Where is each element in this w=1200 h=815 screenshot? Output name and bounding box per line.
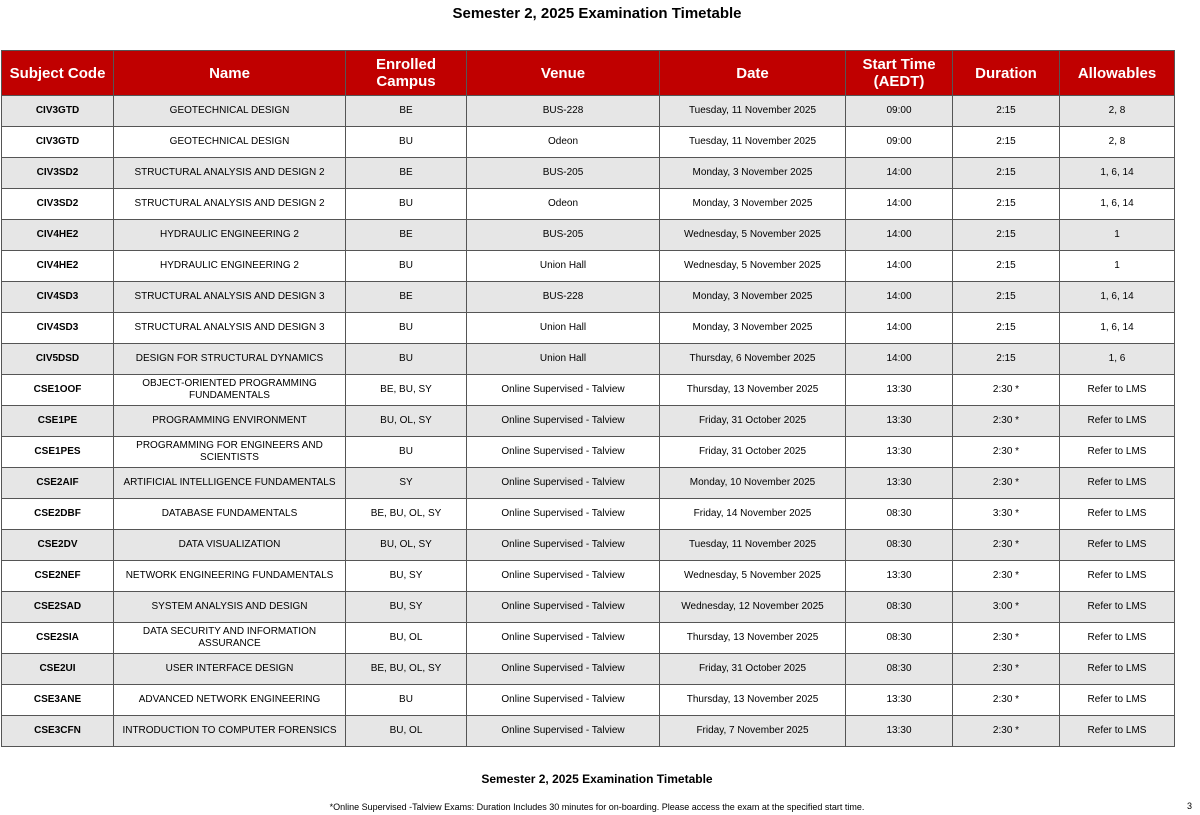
cell-duration: 2:30 * [953, 623, 1060, 654]
table-body [2, 96, 1175, 747]
cell-allowables: Refer to LMS [1060, 623, 1175, 654]
cell-venue: Online Supervised - Talview [467, 406, 660, 437]
cell-duration: 3:30 * [953, 499, 1060, 530]
cell-allowables: 1, 6, 14 [1060, 189, 1175, 220]
cell-enrolled-campus: BU [346, 437, 467, 468]
cell-date: Tuesday, 11 November 2025 [660, 127, 846, 158]
cell-allowables: Refer to LMS [1060, 375, 1175, 406]
cell-subject-code: CIV5DSD [2, 344, 114, 375]
cell-subject-code: CSE2DV [2, 530, 114, 561]
cell-name: STRUCTURAL ANALYSIS AND DESIGN 2 [114, 189, 346, 220]
cell-allowables: Refer to LMS [1060, 406, 1175, 437]
cell-venue: Online Supervised - Talview [467, 468, 660, 499]
cell-start-time: 14:00 [846, 158, 953, 189]
cell-venue: Odeon [467, 189, 660, 220]
cell-name: DESIGN FOR STRUCTURAL DYNAMICS [114, 344, 346, 375]
cell-venue: Online Supervised - Talview [467, 561, 660, 592]
cell-name: INTRODUCTION TO COMPUTER FORENSICS [114, 716, 346, 747]
cell-name: GEOTECHNICAL DESIGN [114, 96, 346, 127]
cell-enrolled-campus: BU [346, 685, 467, 716]
cell-enrolled-campus: BE [346, 220, 467, 251]
cell-date: Friday, 31 October 2025 [660, 406, 846, 437]
cell-subject-code: CSE1OOF [2, 375, 114, 406]
cell-subject-code: CIV3GTD [2, 96, 114, 127]
table-row [2, 437, 1175, 468]
cell-allowables: 2, 8 [1060, 127, 1175, 158]
cell-duration: 3:00 * [953, 592, 1060, 623]
cell-date: Tuesday, 11 November 2025 [660, 96, 846, 127]
cell-name: ADVANCED NETWORK ENGINEERING [114, 685, 346, 716]
cell-subject-code: CSE2NEF [2, 561, 114, 592]
header-allowables: Allowables [1060, 51, 1175, 96]
table-row [2, 716, 1175, 747]
table-row [2, 406, 1175, 437]
cell-enrolled-campus: BU [346, 189, 467, 220]
cell-subject-code: CIV4HE2 [2, 220, 114, 251]
cell-enrolled-campus: BE, BU, OL, SY [346, 499, 467, 530]
cell-date: Monday, 3 November 2025 [660, 189, 846, 220]
cell-enrolled-campus: BE [346, 282, 467, 313]
cell-name: STRUCTURAL ANALYSIS AND DESIGN 3 [114, 313, 346, 344]
cell-allowables: Refer to LMS [1060, 530, 1175, 561]
cell-enrolled-campus: BU, OL [346, 716, 467, 747]
cell-subject-code: CSE1PES [2, 437, 114, 468]
table-row [2, 499, 1175, 530]
header-subject-code: Subject Code [2, 51, 114, 96]
cell-start-time: 14:00 [846, 282, 953, 313]
cell-enrolled-campus: BU, OL, SY [346, 530, 467, 561]
table-header-row [2, 51, 1175, 96]
cell-venue: Union Hall [467, 251, 660, 282]
cell-name: USER INTERFACE DESIGN [114, 654, 346, 685]
cell-venue: Union Hall [467, 313, 660, 344]
table-row [2, 344, 1175, 375]
table-row [2, 530, 1175, 561]
cell-venue: Odeon [467, 127, 660, 158]
table-row [2, 313, 1175, 344]
cell-name: GEOTECHNICAL DESIGN [114, 127, 346, 158]
cell-date: Wednesday, 5 November 2025 [660, 220, 846, 251]
cell-allowables: Refer to LMS [1060, 561, 1175, 592]
cell-date: Friday, 14 November 2025 [660, 499, 846, 530]
cell-venue: Online Supervised - Talview [467, 530, 660, 561]
cell-allowables: 1, 6, 14 [1060, 313, 1175, 344]
cell-start-time: 13:30 [846, 406, 953, 437]
cell-name: SYSTEM ANALYSIS AND DESIGN [114, 592, 346, 623]
cell-date: Wednesday, 5 November 2025 [660, 561, 846, 592]
cell-subject-code: CIV3SD2 [2, 158, 114, 189]
cell-date: Friday, 31 October 2025 [660, 437, 846, 468]
cell-allowables: Refer to LMS [1060, 716, 1175, 747]
cell-date: Monday, 3 November 2025 [660, 313, 846, 344]
cell-name: NETWORK ENGINEERING FUNDAMENTALS [114, 561, 346, 592]
cell-duration: 2:15 [953, 158, 1060, 189]
cell-allowables: Refer to LMS [1060, 654, 1175, 685]
cell-duration: 2:15 [953, 344, 1060, 375]
cell-duration: 2:30 * [953, 685, 1060, 716]
cell-start-time: 14:00 [846, 251, 953, 282]
cell-enrolled-campus: BE, BU, OL, SY [346, 654, 467, 685]
cell-date: Thursday, 13 November 2025 [660, 375, 846, 406]
cell-venue: Online Supervised - Talview [467, 685, 660, 716]
cell-date: Monday, 3 November 2025 [660, 158, 846, 189]
table-row [2, 96, 1175, 127]
footnote: *Online Supervised -Talview Exams: Duration Includes 30 minutes for on-boarding. Please access the exam at the specified start time. [329, 802, 865, 812]
cell-duration: 2:30 * [953, 468, 1060, 499]
cell-enrolled-campus: SY [346, 468, 467, 499]
cell-start-time: 08:30 [846, 530, 953, 561]
cell-venue: Online Supervised - Talview [467, 654, 660, 685]
header-date: Date [660, 51, 846, 96]
cell-subject-code: CSE2UI [2, 654, 114, 685]
cell-date: Monday, 10 November 2025 [660, 468, 846, 499]
cell-start-time: 13:30 [846, 685, 953, 716]
cell-name: HYDRAULIC ENGINEERING 2 [114, 251, 346, 282]
cell-allowables: 2, 8 [1060, 96, 1175, 127]
cell-subject-code: CIV3SD2 [2, 189, 114, 220]
cell-venue: Online Supervised - Talview [467, 499, 660, 530]
cell-date: Wednesday, 5 November 2025 [660, 251, 846, 282]
cell-start-time: 13:30 [846, 716, 953, 747]
cell-name: STRUCTURAL ANALYSIS AND DESIGN 2 [114, 158, 346, 189]
cell-venue: Online Supervised - Talview [467, 623, 660, 654]
cell-date: Thursday, 13 November 2025 [660, 685, 846, 716]
table-row [2, 282, 1175, 313]
cell-allowables: 1, 6, 14 [1060, 158, 1175, 189]
cell-venue: Union Hall [467, 344, 660, 375]
cell-subject-code: CSE2SAD [2, 592, 114, 623]
cell-name: DATA VISUALIZATION [114, 530, 346, 561]
table-row [2, 158, 1175, 189]
page-title: Semester 2, 2025 Examination Timetable [452, 5, 742, 22]
cell-date: Thursday, 6 November 2025 [660, 344, 846, 375]
cell-enrolled-campus: BE [346, 158, 467, 189]
cell-name: HYDRAULIC ENGINEERING 2 [114, 220, 346, 251]
cell-allowables: 1 [1060, 251, 1175, 282]
cell-enrolled-campus: BU [346, 344, 467, 375]
table-row [2, 127, 1175, 158]
cell-enrolled-campus: BU [346, 251, 467, 282]
table-row [2, 375, 1175, 406]
exam-timetable [1, 50, 1175, 747]
cell-duration: 2:15 [953, 96, 1060, 127]
cell-subject-code: CSE1PE [2, 406, 114, 437]
cell-subject-code: CSE2DBF [2, 499, 114, 530]
cell-venue: Online Supervised - Talview [467, 592, 660, 623]
cell-enrolled-campus: BU, OL [346, 623, 467, 654]
cell-allowables: 1, 6 [1060, 344, 1175, 375]
cell-start-time: 09:00 [846, 127, 953, 158]
cell-start-time: 13:30 [846, 437, 953, 468]
cell-allowables: 1, 6, 14 [1060, 282, 1175, 313]
cell-start-time: 08:30 [846, 623, 953, 654]
cell-duration: 2:30 * [953, 530, 1060, 561]
header-enrolled-campus: Enrolled Campus [346, 51, 467, 96]
cell-subject-code: CIV4SD3 [2, 313, 114, 344]
cell-venue: Online Supervised - Talview [467, 437, 660, 468]
cell-name: PROGRAMMING ENVIRONMENT [114, 406, 346, 437]
cell-duration: 2:15 [953, 251, 1060, 282]
cell-enrolled-campus: BU, SY [346, 592, 467, 623]
table-row [2, 220, 1175, 251]
cell-duration: 2:15 [953, 127, 1060, 158]
cell-duration: 2:30 * [953, 716, 1060, 747]
cell-start-time: 13:30 [846, 561, 953, 592]
cell-name: DATA SECURITY AND INFORMATION ASSURANCE [114, 623, 346, 654]
cell-allowables: Refer to LMS [1060, 685, 1175, 716]
cell-date: Wednesday, 12 November 2025 [660, 592, 846, 623]
cell-enrolled-campus: BU, OL, SY [346, 406, 467, 437]
cell-start-time: 08:30 [846, 654, 953, 685]
cell-duration: 2:15 [953, 220, 1060, 251]
cell-subject-code: CSE3CFN [2, 716, 114, 747]
header-name: Name [114, 51, 346, 96]
cell-name: STRUCTURAL ANALYSIS AND DESIGN 3 [114, 282, 346, 313]
cell-duration: 2:15 [953, 189, 1060, 220]
cell-allowables: Refer to LMS [1060, 437, 1175, 468]
cell-subject-code: CSE3ANE [2, 685, 114, 716]
cell-allowables: Refer to LMS [1060, 468, 1175, 499]
table-row [2, 251, 1175, 282]
cell-duration: 2:30 * [953, 654, 1060, 685]
cell-subject-code: CIV4SD3 [2, 282, 114, 313]
table-row [2, 592, 1175, 623]
cell-name: OBJECT-ORIENTED PROGRAMMING FUNDAMENTALS [114, 375, 346, 406]
table-row [2, 654, 1175, 685]
cell-duration: 2:30 * [953, 561, 1060, 592]
cell-allowables: 1 [1060, 220, 1175, 251]
cell-duration: 2:30 * [953, 375, 1060, 406]
cell-start-time: 13:30 [846, 468, 953, 499]
cell-start-time: 13:30 [846, 375, 953, 406]
cell-duration: 2:30 * [953, 406, 1060, 437]
cell-start-time: 08:30 [846, 499, 953, 530]
cell-enrolled-campus: BU [346, 313, 467, 344]
table-row [2, 468, 1175, 499]
cell-enrolled-campus: BE, BU, SY [346, 375, 467, 406]
cell-subject-code: CSE2SIA [2, 623, 114, 654]
table-row [2, 189, 1175, 220]
cell-date: Monday, 3 November 2025 [660, 282, 846, 313]
page-number: 3 [1186, 801, 1192, 811]
table-row [2, 623, 1175, 654]
cell-start-time: 14:00 [846, 344, 953, 375]
header-start-time: Start Time (AEDT) [846, 51, 953, 96]
cell-start-time: 14:00 [846, 189, 953, 220]
cell-venue: BUS-205 [467, 220, 660, 251]
header-duration: Duration [953, 51, 1060, 96]
cell-start-time: 14:00 [846, 220, 953, 251]
cell-venue: BUS-228 [467, 96, 660, 127]
cell-allowables: Refer to LMS [1060, 499, 1175, 530]
cell-venue: BUS-228 [467, 282, 660, 313]
cell-enrolled-campus: BE [346, 96, 467, 127]
cell-name: ARTIFICIAL INTELLIGENCE FUNDAMENTALS [114, 468, 346, 499]
cell-duration: 2:15 [953, 313, 1060, 344]
cell-venue: Online Supervised - Talview [467, 716, 660, 747]
cell-name: PROGRAMMING FOR ENGINEERS AND SCIENTISTS [114, 437, 346, 468]
cell-enrolled-campus: BU, SY [346, 561, 467, 592]
table-row [2, 561, 1175, 592]
cell-start-time: 09:00 [846, 96, 953, 127]
cell-date: Thursday, 13 November 2025 [660, 623, 846, 654]
cell-date: Tuesday, 11 November 2025 [660, 530, 846, 561]
cell-venue: Online Supervised - Talview [467, 375, 660, 406]
cell-start-time: 14:00 [846, 313, 953, 344]
cell-subject-code: CIV3GTD [2, 127, 114, 158]
footer-title: Semester 2, 2025 Examination Timetable [481, 772, 713, 786]
cell-enrolled-campus: BU [346, 127, 467, 158]
cell-venue: BUS-205 [467, 158, 660, 189]
cell-start-time: 08:30 [846, 592, 953, 623]
cell-subject-code: CSE2AIF [2, 468, 114, 499]
table-row [2, 685, 1175, 716]
cell-date: Friday, 31 October 2025 [660, 654, 846, 685]
cell-allowables: Refer to LMS [1060, 592, 1175, 623]
cell-duration: 2:30 * [953, 437, 1060, 468]
header-venue: Venue [467, 51, 660, 96]
cell-duration: 2:15 [953, 282, 1060, 313]
cell-name: DATABASE FUNDAMENTALS [114, 499, 346, 530]
cell-date: Friday, 7 November 2025 [660, 716, 846, 747]
cell-subject-code: CIV4HE2 [2, 251, 114, 282]
